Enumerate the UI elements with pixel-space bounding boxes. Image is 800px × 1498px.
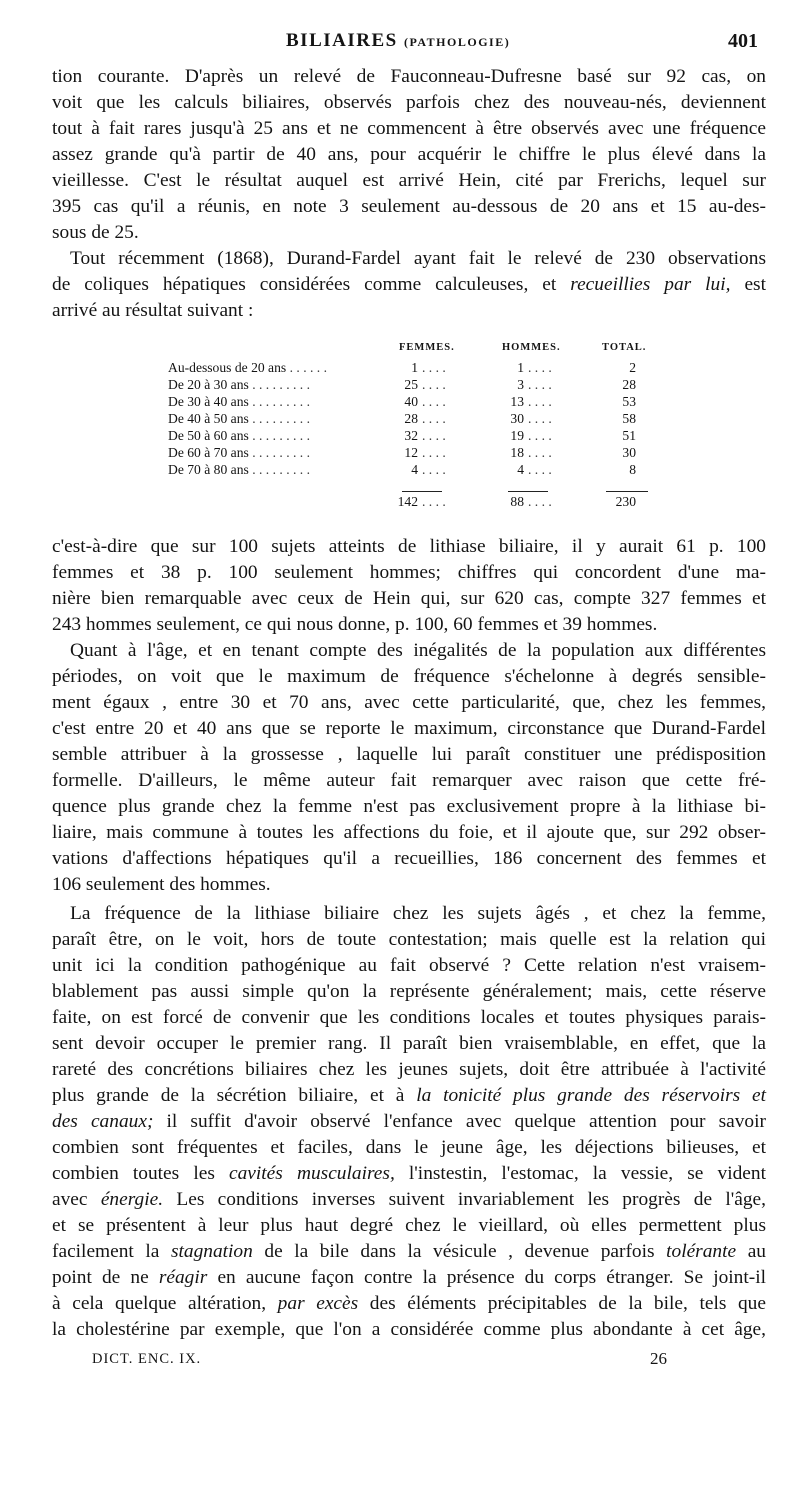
text-segment: facilement la <box>52 1241 160 1262</box>
text-segment: point de ne <box>52 1267 149 1288</box>
total-hommes: 88 <box>510 494 524 509</box>
text-line: c'est entre 20 et 40 ans que se reporte le maximum, circonstance que Durand-Fardel <box>52 718 766 739</box>
table-row <box>168 410 650 427</box>
cell-dots: . . . . <box>528 360 552 375</box>
cell-dots: . . . . <box>528 428 552 443</box>
cell-hommes: 30 <box>510 411 524 426</box>
text-segment: de la bile dans la vésicule , devenue parfois <box>264 1241 655 1262</box>
text-line: sent devoir occuper le premier rang. Il paraît bien vraisemblable, en effet, que la <box>52 1033 766 1054</box>
text-line: Quant à l'âge, et en tenant compte des inégalités de la population aux différentes <box>70 640 766 661</box>
cell-hommes: 13 <box>510 394 524 409</box>
text-segment: en aucune façon contre la présence du corps étranger. Se joint-il <box>217 1267 766 1288</box>
text-line <box>52 1083 766 1109</box>
italic-segment: réagir <box>158 1267 208 1288</box>
row-label: De 60 à 70 ans . . . . . . . . . <box>168 445 310 460</box>
text-line: c'est-à-dire que sur 100 sujets atteints de lithiase biliaire, il y aurait 61 p. 100 <box>52 536 766 557</box>
text-segment: plus grande de la sécrétion biliaire, et à <box>52 1085 405 1106</box>
cell-dots: . . . . <box>528 411 552 426</box>
text-line <box>52 272 766 298</box>
page-number: 401 <box>728 30 758 52</box>
cell-femmes: 28 <box>404 411 418 426</box>
table-row <box>168 393 650 410</box>
text-line: nière bien remarquable avec ceux de Hein qui, sur 620 cas, compte 327 femmes et <box>52 588 766 609</box>
text-line: la cholestérine par exemple, que l'on a considérée comme plus abondante à cet âge, <box>52 1319 766 1340</box>
text-line: tout à fait rares jusqu'à 25 ans et ne commencent à être observés avec une fréquence <box>52 118 766 139</box>
column-header-femmes: FEMMES. <box>399 342 455 353</box>
footer-signature: DICT. ENC. IX. <box>92 1351 202 1367</box>
text-line: combien sont fréquentes et faciles, dans le jeune âge, les déjections bilieuses, et <box>52 1137 766 1158</box>
text-segment: Les conditions inverses suivent invariablement les progrès de l'âge, <box>176 1189 766 1210</box>
text-line: et se présentent à leur plus haut degré chez le vieillard, où elles permettent plus <box>52 1215 766 1236</box>
text-line: Tout récemment (1868), Durand-Fardel ayant fait le relevé de 230 observations <box>70 248 766 269</box>
cell-dots: . . . . <box>422 411 446 426</box>
text-line: faite, on est forcé de convenir que les conditions locales et toutes physiques parais- <box>52 1007 766 1028</box>
cell-total: 8 <box>629 462 636 477</box>
text-line: périodes, on voit que le maximum de fréquence s'échelonne à degrés sensible- <box>52 666 766 687</box>
text-line: sous de 25. <box>52 222 139 243</box>
cell-total: 30 <box>622 445 636 460</box>
table-totals-row <box>168 493 650 510</box>
cell-dots: . . . . <box>528 377 552 392</box>
running-header <box>286 30 510 52</box>
cell-femmes: 32 <box>404 428 418 443</box>
text-line: arrivé au résultat suivant : <box>52 300 254 321</box>
italic-segment: des canaux; <box>52 1111 154 1132</box>
row-label: De 40 à 50 ans . . . . . . . . . <box>168 411 310 426</box>
cell-femmes: 12 <box>404 445 418 460</box>
cell-total: 51 <box>622 428 636 443</box>
text-segment: avec <box>52 1189 88 1210</box>
cell-total: 2 <box>629 360 636 375</box>
cell-hommes: 1 <box>517 360 524 375</box>
cell-hommes: 4 <box>517 462 524 477</box>
header-title: BILIAIRES <box>286 30 398 51</box>
cell-dots: . . . . <box>528 445 552 460</box>
italic-segment: énergie. <box>100 1189 164 1210</box>
text-line: formelle. D'ailleurs, le même auteur fait remarquer avec raison que cette fré- <box>52 770 766 791</box>
text-line: assez grande qu'à partir de 40 ans, pour acquérir le chiffre le plus élevé dans la <box>52 144 766 165</box>
text-line <box>52 1161 766 1187</box>
table-row <box>168 461 650 478</box>
sum-rule <box>508 491 548 492</box>
sum-rule <box>402 491 442 492</box>
cell-dots: . . . . <box>422 377 446 392</box>
text-line: ment égaux , entre 30 et 70 ans, avec cette particularité, que, chez les femmes, <box>52 692 766 713</box>
table-row <box>168 444 650 461</box>
cell-hommes: 3 <box>517 377 524 392</box>
table-row <box>168 359 650 376</box>
row-label: De 30 à 40 ans . . . . . . . . . <box>168 394 310 409</box>
cell-femmes: 25 <box>404 377 418 392</box>
italic-segment: par excès <box>277 1293 359 1314</box>
header-subtitle: (PATHOLOGIE) <box>403 35 511 49</box>
text-line: La fréquence de la lithiase biliaire chez les sujets âgés , et chez la femme, <box>70 903 766 924</box>
italic-segment: la tonicité plus grande des réservoirs et <box>416 1085 766 1106</box>
cell-femmes: 1 <box>411 360 418 375</box>
cell-total: 53 <box>622 394 636 409</box>
cell-dots: . . . . <box>422 462 446 477</box>
total-total: 230 <box>615 494 636 509</box>
text-line: semble attribuer à la grossesse , laquelle lui paraît constituer une prédisposition <box>52 744 766 765</box>
cell-dots: . . . . <box>422 394 446 409</box>
text-line: unit ici la condition pathogénique au fait observé ? Cette relation n'est vraisem- <box>52 955 766 976</box>
text-segment: est <box>744 274 766 295</box>
row-label: Au-dessous de 20 ans . . . . . . <box>168 360 327 375</box>
text-segment: l'instestin, l'estomac, la vessie, se vident <box>408 1163 766 1184</box>
text-line: 395 cas qu'il a réunis, en note 3 seulement au-dessous de 20 ans et 15 au-des- <box>52 196 766 217</box>
row-label: De 70 à 80 ans . . . . . . . . . <box>168 462 310 477</box>
table-row <box>168 427 650 444</box>
text-line: voit que les calculs biliaires, observés parfois chez des nouveau-nés, deviennent <box>52 92 766 113</box>
italic-segment: stagnation <box>170 1241 253 1262</box>
cell-dots: . . . . <box>422 445 446 460</box>
italic-segment: cavités musculaires, <box>229 1163 395 1184</box>
text-line <box>52 1265 766 1291</box>
cell-dots: . . . . <box>422 494 446 509</box>
text-segment: au <box>747 1241 766 1262</box>
text-line: 106 seulement des hommes. <box>52 874 271 895</box>
italic-segment: recueillies par lui, <box>570 274 731 295</box>
text-line: blablement pas aussi simple qu'on la représente généralement; mais, cette réserve <box>52 981 766 1002</box>
column-header-total: TOTAL. <box>602 342 647 353</box>
cell-dots: . . . . <box>528 494 552 509</box>
text-segment: combien toutes les <box>52 1163 215 1184</box>
cell-hommes: 18 <box>510 445 524 460</box>
cell-dots: . . . . <box>422 360 446 375</box>
text-line <box>52 1109 766 1135</box>
cell-dots: . . . . <box>422 428 446 443</box>
text-line <box>52 1187 766 1213</box>
column-header-hommes: HOMMES. <box>502 342 561 353</box>
row-label: De 50 à 60 ans . . . . . . . . . <box>168 428 310 443</box>
footer-sheet-number: 26 <box>650 1349 667 1368</box>
text-segment: des éléments précipitables de la bile, tels que <box>369 1293 766 1314</box>
cell-femmes: 40 <box>404 394 418 409</box>
table-row <box>168 376 650 393</box>
text-line: vations d'affections hépatiques qu'il a recueillies, 186 concernent des femmes et <box>52 848 766 869</box>
total-femmes: 142 <box>397 494 418 509</box>
text-line: paraît être, on le voit, hors de toute contestation; mais quelle est la relation qui <box>52 929 766 950</box>
italic-segment: tolérante <box>666 1241 737 1262</box>
cell-dots: . . . . <box>528 394 552 409</box>
text-line: liaire, mais commune à toutes les affections du foie, et il ajoute que, sur 292 obser- <box>52 822 766 843</box>
text-segment: il suffit d'avoir observé l'enfance avec quelque attention pour savoir <box>166 1111 766 1132</box>
cell-femmes: 4 <box>411 462 418 477</box>
cell-hommes: 19 <box>510 428 524 443</box>
text-line: 243 hommes seulement, ce qui nous donne, p. 100, 60 femmes et 39 hommes. <box>52 614 658 635</box>
text-segment: à cela quelque altération, <box>52 1293 267 1314</box>
cell-dots: . . . . <box>528 462 552 477</box>
cell-total: 58 <box>622 411 636 426</box>
text-line: vieillesse. C'est le résultat auquel est arrivé Hein, cité par Frerichs, lequel sur <box>52 170 766 191</box>
text-segment: de coliques hépatiques considérées comme calculeuses, et <box>52 274 557 295</box>
text-line: tion courante. D'après un relevé de Fauconneau-Dufresne basé sur 92 cas, on <box>52 66 766 87</box>
row-label: De 20 à 30 ans . . . . . . . . . <box>168 377 310 392</box>
cell-total: 28 <box>622 377 636 392</box>
text-line: rareté des concrétions biliaires chez les jeunes sujets, doit être attribuée à l'activité <box>52 1059 766 1080</box>
sum-rule <box>606 491 648 492</box>
text-line: quence plus grande chez la femme n'est pas exclusivement propre à la lithiase bi- <box>52 796 766 817</box>
text-line: femmes et 38 p. 100 seulement hommes; chiffres qui concordent d'une ma- <box>52 562 766 583</box>
text-line <box>52 1239 766 1265</box>
text-line <box>52 1291 766 1317</box>
